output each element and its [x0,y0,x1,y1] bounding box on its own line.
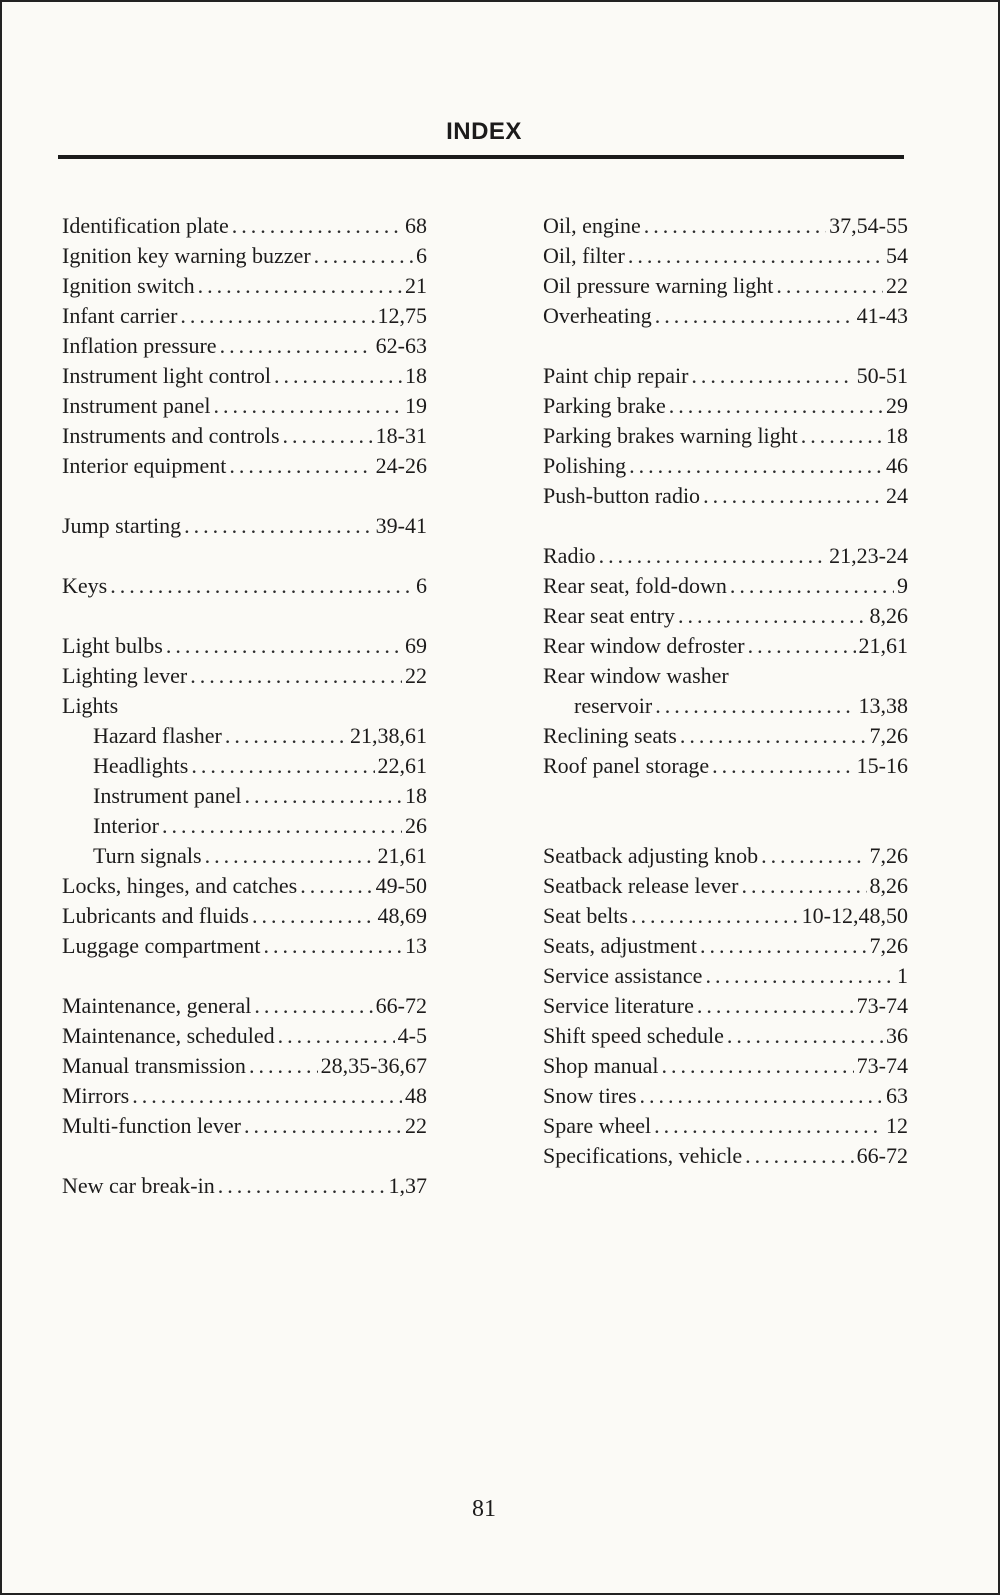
entry-pages: 48,69 [377,903,427,928]
index-subentry [62,781,427,811]
index-entry [62,421,427,451]
index-subentry [62,811,427,841]
entry-term: Ignition key warning buzzer [62,243,311,268]
dot-leader [691,361,853,391]
dot-leader [180,301,374,331]
entry-term: Locks, hinges, and catches [62,873,298,898]
entry-pages: 24-26 [375,453,427,478]
entry-pages: 21,61 [858,633,908,658]
index-entry [543,1051,908,1081]
dot-leader [191,751,374,781]
dot-leader [232,211,402,241]
dot-leader [264,931,402,961]
entry-pages: 21,61 [377,843,427,868]
entry-term: Shop manual [543,1053,659,1078]
dot-leader [166,631,402,661]
index-entry [62,691,427,721]
entry-term: Inflation pressure [62,333,217,358]
dot-leader [205,841,375,871]
entry-term: Manual transmission [62,1053,246,1078]
entry-pages: 19 [405,393,427,418]
entry-pages: 9 [897,573,908,598]
index-entry [543,961,908,991]
index-entry [543,991,908,1021]
index-entry [543,421,908,451]
entry-pages: 62-63 [375,333,427,358]
index-entry [62,1081,427,1111]
entry-pages: 13,38 [858,693,908,718]
index-entry [543,301,908,331]
entry-term: Service literature [543,993,694,1018]
dot-leader [162,811,402,841]
index-column-left [62,211,427,1201]
dot-leader [629,451,883,481]
entry-pages: 29 [886,393,908,418]
index-entry [543,1021,908,1051]
dot-leader [184,511,373,541]
entry-pages: 68 [405,213,427,238]
dot-leader [727,1021,883,1051]
entry-term: Service assistance [543,963,703,988]
entry-gap [62,541,427,571]
entry-term: Roof panel storage [543,753,710,778]
entry-term: Instrument light control [62,363,271,388]
entry-term: reservoir [574,693,653,718]
entry-term: Mirrors [62,1083,130,1108]
entry-term: Polishing [543,453,627,478]
entry-pages: 26 [405,813,427,838]
entry-pages: 7,26 [869,723,908,748]
index-entry [543,241,908,271]
entry-pages: 21,23-24 [829,543,908,568]
entry-term: Identification plate [62,213,229,238]
entry-term: Infant carrier [62,303,178,328]
entry-gap [62,961,427,991]
dot-leader [110,571,413,601]
page-title: INDEX [446,118,522,145]
entry-term: Headlights [93,753,189,778]
entry-pages: 28,35-36,67 [320,1053,427,1078]
entry-term: Snow tires [543,1083,637,1108]
index-entry [543,571,908,601]
index-entry [62,1111,427,1141]
index-subentry [62,751,427,781]
entry-pages: 6 [416,573,427,598]
dot-leader [697,991,854,1021]
dot-leader [801,421,883,451]
entry-term: Interior equipment [62,453,227,478]
entry-term: Seatback release lever [543,873,739,898]
dot-leader [220,331,373,361]
dot-leader [745,1141,854,1171]
entry-pages: 37,54-55 [829,213,908,238]
entry-term: Instruments and controls [62,423,280,448]
entry-pages: 8,26 [869,873,908,898]
entry-term: Parking brake [543,393,666,418]
index-entry [543,871,908,901]
dot-leader [628,241,883,271]
entry-pages: 39-41 [375,513,427,538]
dot-leader [254,991,372,1021]
entry-term: Rear window washer [543,663,729,688]
entry-pages: 18 [886,423,908,448]
dot-leader [680,721,867,751]
index-entry [543,931,908,961]
dot-leader [283,421,373,451]
entry-pages: 21 [405,273,427,298]
dot-leader [776,271,883,301]
dot-leader [631,901,799,931]
entry-pages: 49-50 [375,873,427,898]
entry-pages: 18-31 [375,423,427,448]
index-entry [62,991,427,1021]
index-entry [543,631,908,661]
index-entry [543,361,908,391]
entry-term: Light bulbs [62,633,163,658]
entry-pages: 69 [405,633,427,658]
entry-pages: 54 [886,243,908,268]
dot-leader [662,1051,854,1081]
entry-term: Parking brakes warning light [543,423,798,448]
entry-pages: 21,38,61 [350,723,427,748]
entry-term: Specifications, vehicle [543,1143,743,1168]
entry-pages: 50-51 [856,363,908,388]
index-entry [62,391,427,421]
entry-term: Spare wheel [543,1113,652,1138]
entry-pages: 63 [886,1083,908,1108]
index-entry [62,1021,427,1051]
index-entry [543,1111,908,1141]
dot-leader [314,241,413,271]
dot-leader [761,841,866,871]
entry-term: Instrument panel [62,393,211,418]
dot-leader [678,601,867,631]
entry-gap [62,481,427,511]
title-rule [58,155,904,159]
entry-term: Multi-function lever [62,1113,242,1138]
entry-term: Overheating [543,303,652,328]
entry-term: Rear window defroster [543,633,745,658]
index-entry [62,871,427,901]
dot-leader [703,481,883,511]
entry-pages: 66-72 [856,1143,908,1168]
entry-term: Oil, filter [543,243,625,268]
entry-pages: 46 [886,453,908,478]
entry-term: Turn signals [93,843,202,868]
entry-pages: 15-16 [856,753,908,778]
index-entry [62,331,427,361]
index-entry [62,931,427,961]
dot-leader [229,451,372,481]
index-entry [543,481,908,511]
index-entry [62,451,427,481]
entry-gap [543,511,908,541]
index-entry [62,271,427,301]
entry-pages: 18 [405,783,427,808]
dot-leader [741,871,866,901]
dot-leader [278,1021,395,1051]
dot-leader [700,931,867,961]
dot-leader [249,1051,318,1081]
entry-term: Instrument panel [93,783,242,808]
entry-term: Rear seat, fold-down [543,573,727,598]
entry-gap [543,331,908,361]
dot-leader [218,1171,386,1201]
dot-leader [300,871,372,901]
index-subentry [62,841,427,871]
entry-term: Radio [543,543,596,568]
entry-term: Oil, engine [543,213,641,238]
dot-leader [640,1081,884,1111]
entry-pages: 10-12,48,50 [801,903,908,928]
entry-pages: 66-72 [375,993,427,1018]
index-entry [543,841,908,871]
entry-pages: 12 [886,1113,908,1138]
index-entry [543,661,908,691]
entry-pages: 22,61 [377,753,427,778]
dot-leader [712,751,854,781]
index-column-right [543,211,908,1171]
dot-leader [190,661,402,691]
entry-gap [62,1141,427,1171]
entry-pages: 13 [405,933,427,958]
dot-leader [748,631,856,661]
dot-leader [244,781,402,811]
entry-term: Oil pressure warning light [543,273,774,298]
index-entry [543,451,908,481]
entry-term: Maintenance, general [62,993,252,1018]
entry-pages: 22 [405,1113,427,1138]
dot-leader [244,1111,402,1141]
entry-term: Interior [93,813,159,838]
index-entry [62,571,427,601]
dot-leader [274,361,402,391]
entry-gap [543,781,908,811]
entry-term: Maintenance, scheduled [62,1023,275,1048]
entry-pages: 41-43 [856,303,908,328]
dot-leader [655,691,855,721]
index-entry [543,541,908,571]
index-entry [543,901,908,931]
index-entry [62,511,427,541]
index-entry [543,391,908,421]
index-entry [543,721,908,751]
dot-leader [599,541,827,571]
entry-pages: 8,26 [869,603,908,628]
index-entry [62,661,427,691]
entry-pages: 7,26 [869,933,908,958]
entry-term: Lubricants and fluids [62,903,249,928]
entry-gap [543,811,908,841]
entry-pages: 36 [886,1023,908,1048]
entry-pages: 1,37 [388,1173,427,1198]
entry-pages: 73-74 [856,993,908,1018]
index-subentry [62,721,427,751]
index-entry [543,751,908,781]
entry-term: Lighting lever [62,663,188,688]
entry-pages: 1 [897,963,908,988]
dot-leader [730,571,894,601]
entry-term: Seatback adjusting knob [543,843,759,868]
index-entry [543,211,908,241]
index-entry [543,601,908,631]
dot-leader [132,1081,402,1111]
dot-leader [213,391,402,421]
dot-leader [654,1111,883,1141]
index-entry [62,301,427,331]
dot-leader [225,721,347,751]
entry-gap [62,601,427,631]
entry-term: Hazard flasher [93,723,222,748]
entry-pages: 48 [405,1083,427,1108]
index-entry [62,241,427,271]
dot-leader [705,961,894,991]
index-entry [62,361,427,391]
index-entry [62,631,427,661]
entry-pages: 24 [886,483,908,508]
entry-pages: 73-74 [856,1053,908,1078]
entry-pages: 12,75 [377,303,427,328]
index-entry [543,1141,908,1171]
entry-term: Lights [62,693,119,718]
entry-term: Keys [62,573,108,598]
entry-pages: 22 [405,663,427,688]
entry-term: New car break-in [62,1173,215,1198]
entry-term: Reclining seats [543,723,677,748]
dot-leader [252,901,375,931]
entry-term: Luggage compartment [62,933,261,958]
index-entry [62,211,427,241]
entry-term: Ignition switch [62,273,195,298]
index-entry [543,1081,908,1111]
index-entry [62,1171,427,1201]
entry-pages: 18 [405,363,427,388]
entry-term: Rear seat entry [543,603,675,628]
page-number: 81 [472,1496,496,1522]
dot-leader [644,211,826,241]
entry-pages: 6 [416,243,427,268]
index-entry [543,271,908,301]
entry-term: Push-button radio [543,483,701,508]
entry-term: Shift speed schedule [543,1023,724,1048]
index-entry [543,691,908,721]
dot-leader [669,391,883,421]
dot-leader [198,271,402,301]
entry-pages: 4-5 [397,1023,427,1048]
dot-leader [655,301,854,331]
entry-term: Seats, adjustment [543,933,697,958]
entry-term: Paint chip repair [543,363,689,388]
entry-term: Seat belts [543,903,628,928]
index-entry [62,1051,427,1081]
entry-pages: 22 [886,273,908,298]
entry-pages: 7,26 [869,843,908,868]
entry-term: Jump starting [62,513,182,538]
index-entry [62,901,427,931]
